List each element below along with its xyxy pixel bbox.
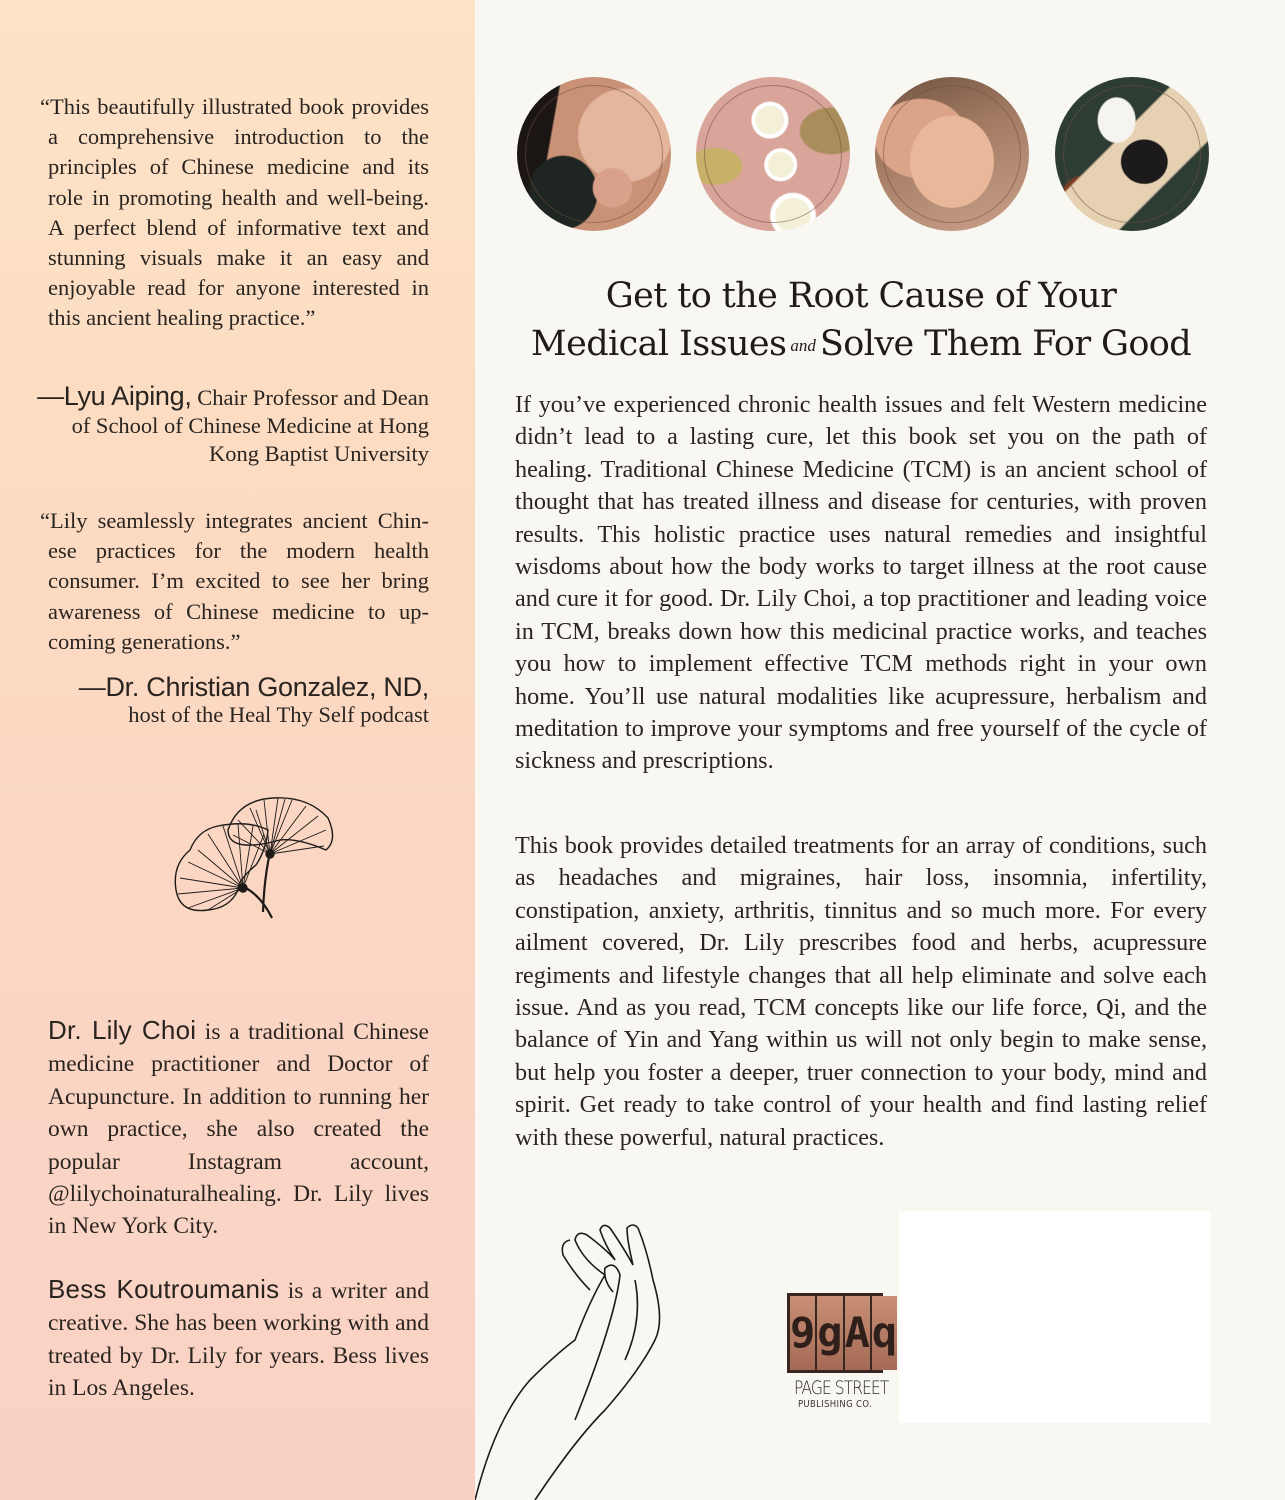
headline-line-2b: Solve Them For Good bbox=[819, 324, 1192, 364]
author-bio-bess-koutroumanis bbox=[48, 1273, 429, 1405]
hand-illustration-icon bbox=[475, 1220, 675, 1500]
author-bio-lily-choi bbox=[48, 1014, 429, 1243]
blurb-attribution-1 bbox=[29, 382, 429, 468]
author-bio-text: is a traditional Chinese medicine practitioner and Doctor of Acupuncture. In addition to running her own practice, she also created the popular Instagram account, @lilychoinaturalhealing. Dr. Lily lives in New York City. bbox=[48, 1019, 429, 1240]
ginkgo-leaves-icon bbox=[168, 790, 338, 940]
headline-line-1: Get to the Root Cause of Your bbox=[605, 276, 1117, 316]
blurb-quote-1: “This beautifully illustrated book provides a comprehensive introduction to the principles of Chinese medicine and its role in promoting health and well-being. A perfect blend of informative text and stunning visuals make it an easy and enjoyable read for anyone interested in this ancient healing practice.” bbox=[40, 94, 429, 331]
author-name: Bess Koutroumanis bbox=[48, 1274, 280, 1304]
headline-script-and: and bbox=[790, 336, 816, 355]
publisher-subtitle: PUBLISHING CO. bbox=[797, 1399, 873, 1410]
front-flap bbox=[0, 0, 475, 1500]
letterpress-block: A bbox=[845, 1296, 870, 1370]
description-paragraph-1: If you’ve experienced chronic health issues and felt Western medicine didn’t lead to a lasting cure, let this book set you on the path of healing. Traditional Chinese Medicine (TCM) is an ancient school of thought that has treated illness and disease for centuries, with proven results. This holistic practice uses natural remedies and insightful wisdoms about how the body works to target illness at the root cause and cure it for good. Dr. Lily Choi, a top practitioner and leading voice in TCM, breaks down how this medicinal practice works, and teaches you how to implement effective TCM methods right in your own home. You’ll use natural modalities like acupressure, herbalism and meditation to improve your symptoms and free yourself of the cycle of sickness and prescriptions. bbox=[515, 391, 1207, 775]
photo-row bbox=[517, 77, 1207, 232]
attribution-title: host of the Heal Thy Self podcast bbox=[128, 702, 429, 727]
headline-line-2a: Medical Issues bbox=[530, 324, 787, 364]
author-bio-text: is a writer and creative. She has been working with and treated by Dr. Lily for years. Bess lives in Los Angeles. bbox=[48, 1278, 429, 1402]
description-paragraph-2: This book provides detailed treatments for an array of conditions, such as headaches and migraines, hair loss, insomnia, infertility, constipation, anxiety, arthritis, tinnitus and so much more. For every ailment covered, Dr. Lily prescribes food and herbs, acupressure regiments and lifestyle changes that all help eliminate and solve each issue. And as you read, TCM concepts like our life force, Qi, and the balance of Yin and Yang within us will not only begin to make sense, but help you foster a deeper, truer connection to your body, mind and spirit. Get ready to take control of your health and find lasting relief with these powerful, natural practices. bbox=[515, 832, 1207, 1151]
letterpress-block: g bbox=[817, 1296, 842, 1370]
blurb-quote-2: “Lily seamlessly integrates ancient Chinese practices for the modern health consumer. I’m excited to see her bring awareness of Chinese medicine to upcoming generations.” bbox=[40, 508, 429, 654]
attribution-name: —Dr. Christian Gonzalez, ND, bbox=[78, 672, 429, 702]
publisher-letterpress-mark bbox=[787, 1293, 898, 1373]
author-name: Dr. Lily Choi bbox=[48, 1015, 197, 1045]
photo-dried-herbs bbox=[1055, 77, 1209, 231]
letterpress-block: q bbox=[872, 1296, 897, 1370]
photo-tea-cups bbox=[696, 77, 850, 231]
blurb-attribution-2 bbox=[29, 673, 429, 729]
attribution-name: —Lyu Aiping, bbox=[37, 381, 192, 411]
attribution-title: Chair Professor and Dean of School of Chinese Medicine at Hong Kong Baptist University bbox=[71, 385, 429, 466]
back-cover-headline bbox=[500, 272, 1222, 370]
publisher-logo bbox=[785, 1293, 898, 1428]
barcode-area bbox=[899, 1211, 1210, 1423]
letterpress-block: 9 bbox=[790, 1296, 815, 1370]
photo-gua-sha bbox=[517, 77, 671, 231]
photo-acupressure-hand bbox=[875, 77, 1029, 231]
publisher-name: PAGE STREET bbox=[794, 1377, 889, 1399]
